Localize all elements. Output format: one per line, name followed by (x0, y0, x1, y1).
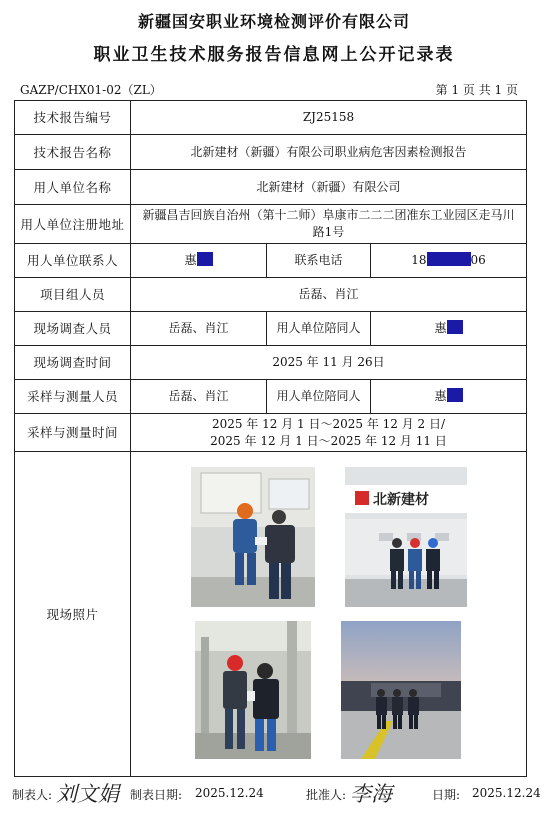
row-team (15, 278, 527, 312)
row-photos (15, 452, 527, 777)
site-photo-2-image (345, 467, 467, 607)
address-label: 用人单位注册地址 (15, 205, 131, 244)
survey-escort-visible: 惠 (434, 321, 447, 335)
company-title: 新疆国安职业环境检测评价有限公司 (137, 12, 410, 31)
photos-label: 现场照片 (15, 452, 131, 777)
site-photo-4-image (341, 621, 461, 759)
redaction-box (427, 252, 471, 266)
date-value: 2025.12.24 (472, 786, 541, 800)
contact-name-visible: 惠 (184, 253, 197, 267)
survey-time-value: 2025 年 11 月 26日 (131, 346, 527, 380)
phone-suffix: 06 (470, 253, 486, 267)
sampling-escort-label: 用人单位陪同人 (267, 380, 371, 414)
photo-grid (131, 455, 526, 774)
row-address (15, 205, 527, 244)
approved-by-signature: 李海 (350, 782, 392, 806)
survey-staff-value: 岳磊、肖江 (131, 312, 267, 346)
report-name-label: 技术报告名称 (15, 135, 131, 170)
sampling-escort-value (371, 380, 527, 414)
team-value: 岳磊、肖江 (131, 278, 527, 312)
prepared-date-label: 制表日期: (130, 788, 183, 802)
row-contact (15, 244, 527, 278)
phone-value (371, 244, 527, 278)
phone-label: 联系电话 (267, 244, 371, 278)
address-value: 新疆昌吉回族自治州（第十二师）阜康市二二二团准东工业园区走马川路1号 (131, 205, 527, 244)
survey-staff-label: 现场调查人员 (15, 312, 131, 346)
record-table (14, 100, 527, 777)
report-no-label: 技术报告编号 (15, 101, 131, 135)
row-survey-staff (15, 312, 527, 346)
redaction-box (447, 320, 463, 334)
row-employer (15, 170, 527, 205)
photos-cell (131, 452, 527, 777)
prepared-by-label: 制表人: (12, 788, 53, 802)
site-photo-1 (191, 467, 315, 607)
page-info: 第 1 页 共 1 页 (435, 83, 518, 97)
site-photo-3 (195, 621, 311, 759)
prepared-by-signature: 刘文娟 (56, 782, 119, 806)
photo-sign-text: 北新建材 (373, 491, 429, 508)
team-label: 项目组人员 (15, 278, 131, 312)
row-sampling-staff (15, 380, 527, 414)
survey-escort-label: 用人单位陪同人 (267, 312, 371, 346)
site-photo-1-image (191, 467, 315, 607)
prepared-date: 2025.12.24 (195, 786, 264, 800)
row-survey-time (15, 346, 527, 380)
row-report-name (15, 135, 527, 170)
contact-label: 用人单位联系人 (15, 244, 131, 278)
sampling-staff-value: 岳磊、肖江 (131, 380, 267, 414)
sampling-time-line2: 2025 年 12 月 1 日～2025 年 12 月 11 日 (210, 433, 447, 448)
survey-escort-value (371, 312, 527, 346)
report-no-value: ZJ25158 (131, 101, 527, 135)
sampling-time-label: 采样与测量时间 (15, 414, 131, 452)
survey-time-label: 现场调查时间 (15, 346, 131, 380)
site-photo-2 (345, 467, 467, 607)
row-sampling-time (15, 414, 527, 452)
employer-label: 用人单位名称 (15, 170, 131, 205)
employer-value: 北新建材（新疆）有限公司 (131, 170, 527, 205)
phone-prefix: 18 (411, 253, 427, 267)
sampling-time-line1: 2025 年 12 月 1 日～2025 年 12 月 2 日/ (211, 416, 446, 431)
redaction-box (197, 252, 213, 266)
approved-by-label: 批准人: (306, 788, 347, 802)
row-report-no (15, 101, 527, 135)
redaction-box (447, 388, 463, 402)
document-code: GAZP/CHX01-02（ZL） (20, 83, 162, 97)
report-name-value: 北新建材（新疆）有限公司职业病危害因素检测报告 (131, 135, 527, 170)
sampling-staff-label: 采样与测量人员 (15, 380, 131, 414)
date-label: 日期: (432, 788, 461, 802)
sampling-escort-visible: 惠 (434, 389, 447, 403)
site-photo-4 (341, 621, 461, 759)
site-photo-3-image (195, 621, 311, 759)
sampling-time-value (131, 414, 527, 452)
form-title: 职业卫生技术服务报告信息网上公开记录表 (93, 45, 455, 65)
contact-value (131, 244, 267, 278)
